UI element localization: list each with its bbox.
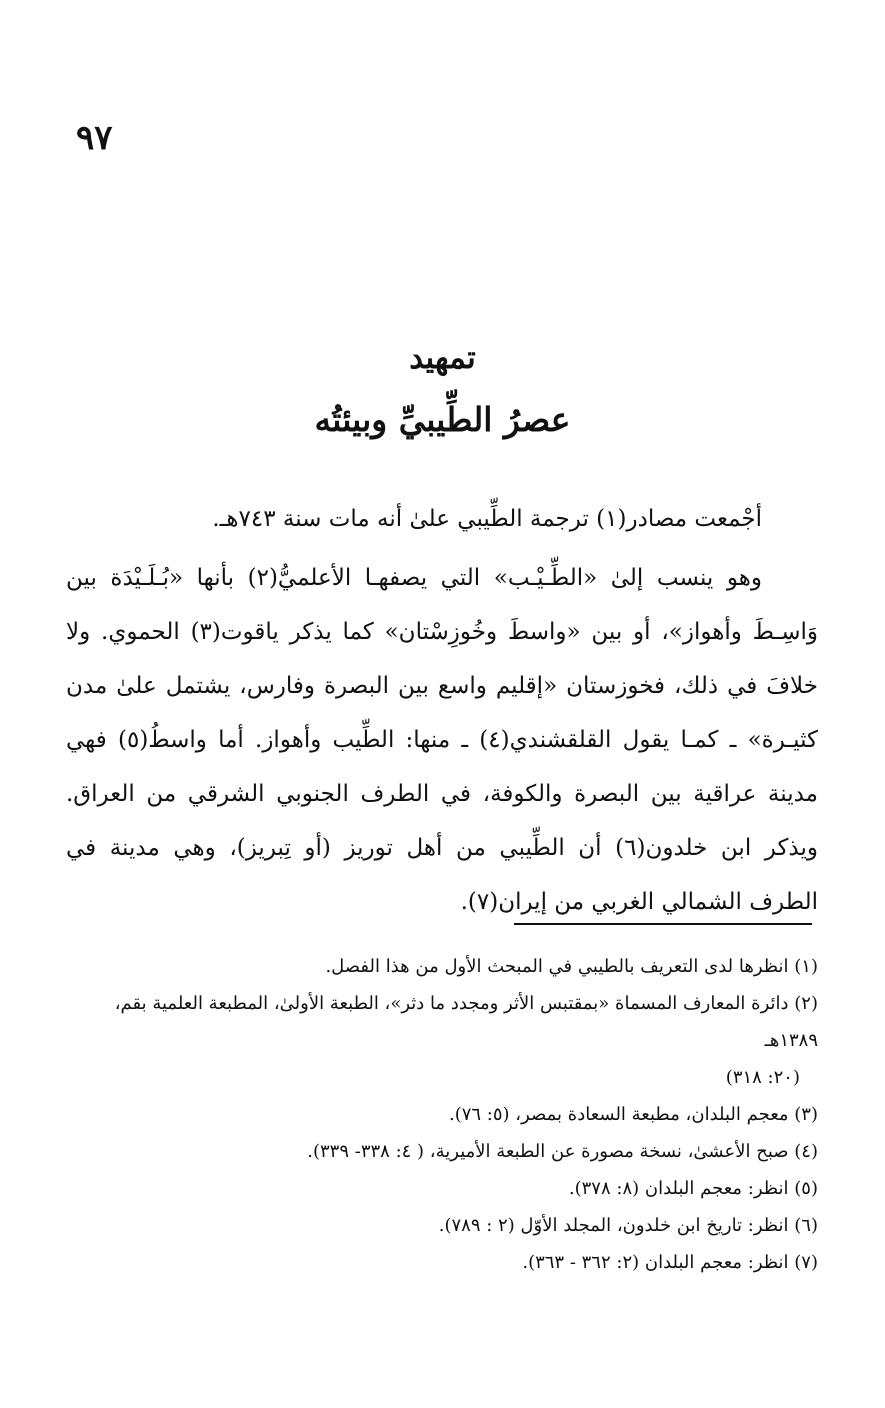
footnotes-list bbox=[66, 948, 818, 1281]
body-paragraph-1: أجْمعت مصادر(١) ترجمة الطِّيبي علىٰ أنه مات سنة ٧٤٣هـ. bbox=[212, 506, 762, 532]
footnote-3: (٣) معجم البلدان، مطبعة السعادة بمصر، (٥: ٧٦). bbox=[448, 1104, 818, 1125]
chapter-subtitle: عصرُ الطِّيبيِّ وبيئتُه bbox=[314, 400, 571, 439]
footnote-6: (٦) انظر: تاريخ ابن خلدون، المجلد الأوّل (٢ : ٧٨٩). bbox=[438, 1215, 818, 1236]
chapter-title: تمهيد bbox=[409, 340, 476, 376]
body-paragraph-2: وهو ينسب إلىٰ «الطِّـيْـب» التي يصفهـا الأعلميُّ(٢) بأنها «بُـلَـيْدَة بين وَاسِـطَ وأهواز»، أو بين «واسطَ وخُوزِسْتان» كما يذكر ياقوت(٣) الحموي. ولا خلافَ في ذلك، فخوزستان «إقليم واسع بين البصرة وفارس، يشتمل علىٰ مدن كثيـرة» ـ كمـا يقول القلقشندي(٤) ـ منها: الطِّيب وأهواز. أما واسطُ(٥) فهي مدينة عراقية بين البصرة والكوفة، في الطرف الجنوبي الشرقي من العراق. ويذكر ابن خلدون(٦) أن الطِّيبي من أهل توريز (أو تِبريز)، وهي مدينة في الطرف الشمالي الغربي من إيران(٧). bbox=[66, 565, 818, 915]
footnote-2-continuation: (٢٠: ٣١٨) bbox=[725, 1067, 800, 1088]
footnote-2: (٢) دائرة المعارف المسماة «بمقتبس الأثر ومجدد ما دثر»، الطبعة الأولىٰ، المطبعة العلمية بقم، ١٣٨٩هـ bbox=[114, 993, 818, 1051]
footnote-1: (١) انظرها لدى التعريف بالطيبي في المبحث الأول من هذا الفصل. bbox=[325, 956, 818, 977]
footnote-divider bbox=[514, 923, 812, 925]
footnote-4: (٤) صبح الأعشىٰ، نسخة مصورة عن الطبعة الأميرية، ( ٤: ٣٣٨- ٣٣٩). bbox=[307, 1141, 818, 1162]
page-number: ٩٧ bbox=[76, 118, 113, 158]
footnote-7: (٧) انظر: معجم البلدان (٢: ٣٦٢ - ٣٦٣). bbox=[522, 1252, 818, 1273]
footnote-5: (٥) انظر: معجم البلدان (٨: ٣٧٨). bbox=[568, 1178, 818, 1199]
